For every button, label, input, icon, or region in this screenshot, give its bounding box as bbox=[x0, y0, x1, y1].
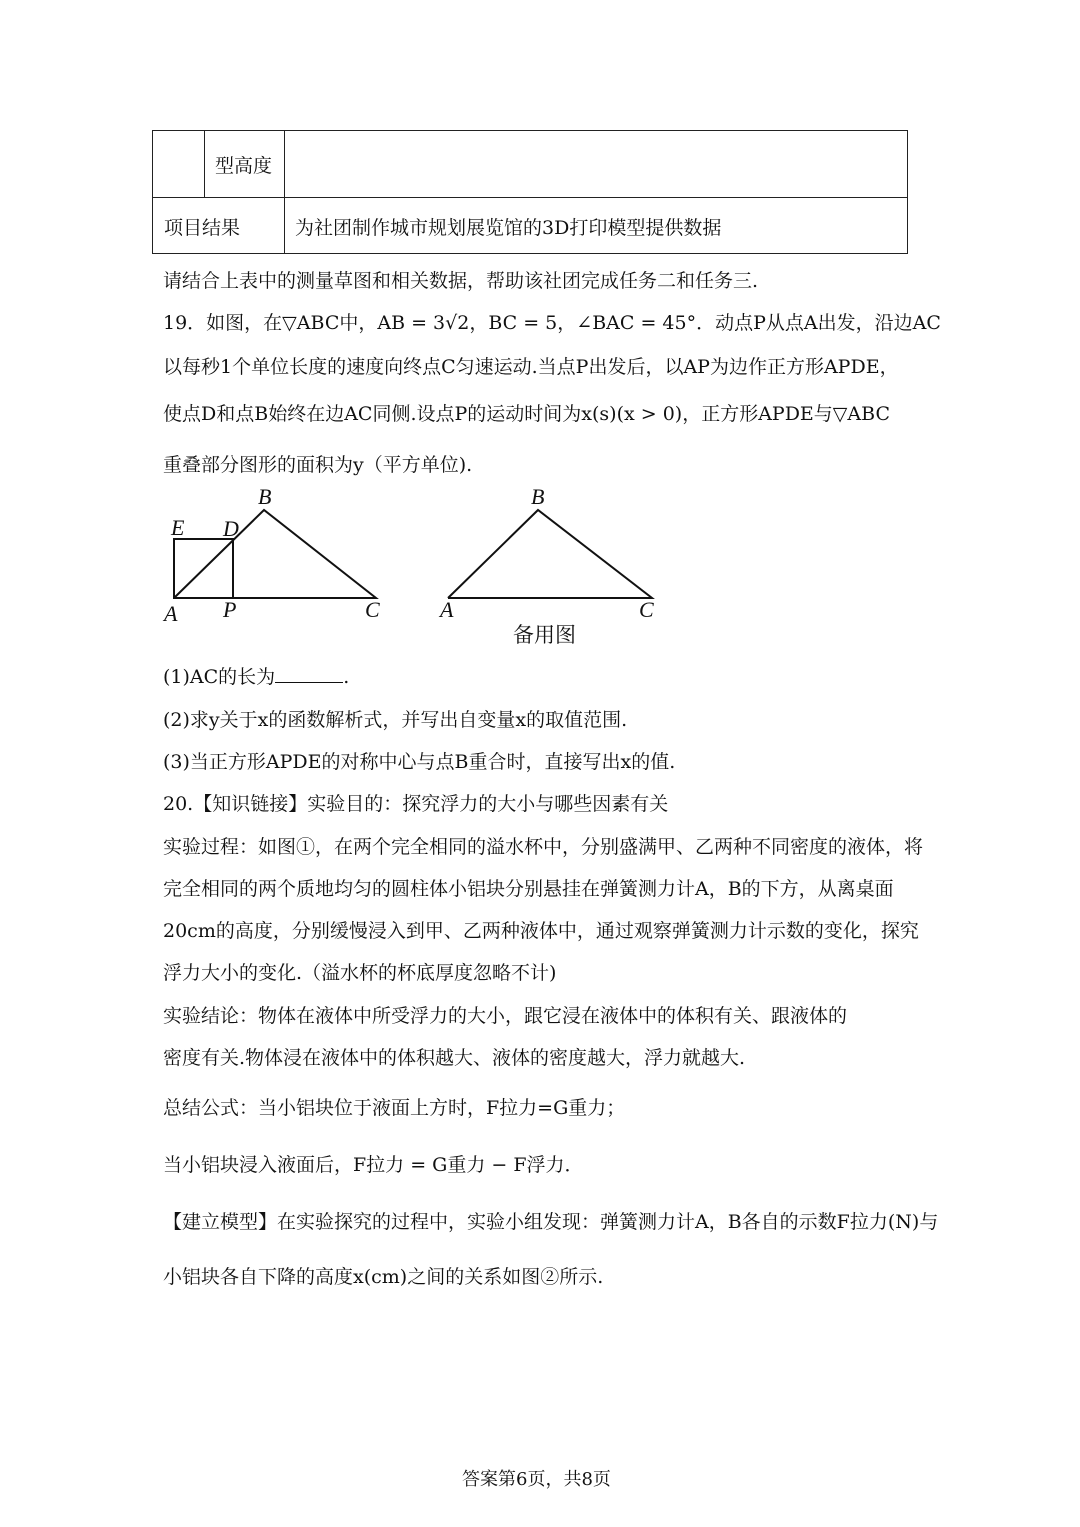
q20-line: 密度有关.物体浸在液体中的体积越大、液体的密度越大，浮力就越大. bbox=[163, 1047, 746, 1069]
triangle-figure-main bbox=[160, 482, 400, 627]
table-divider bbox=[204, 131, 205, 197]
label-c: C bbox=[639, 597, 654, 622]
figure-caption: 备用图 bbox=[513, 623, 576, 647]
answer-blank bbox=[275, 664, 343, 683]
q19-sub3: (3)当正方形APDE的对称中心与点B重合时，直接写出x的值. bbox=[163, 751, 676, 773]
q19-sub1-prefix: (1)AC的长为 bbox=[163, 666, 276, 688]
q20-line: 【建立模型】在实验探究的过程中，实验小组发现：弹簧测力计A，B各自的示数F拉力(N)与 bbox=[163, 1211, 939, 1233]
label-a: A bbox=[440, 597, 454, 622]
label-p: P bbox=[223, 597, 237, 622]
q19-line: 19．如图，在▽ABC中，AB = 3√2，BC = 5，∠BAC = 45°．动点P从点A出发，沿边AC bbox=[163, 312, 941, 334]
q20-line: 20cm的高度，分别缓慢浸入到甲、乙两种液体中，通过观察弹簧测力计示数的变化，探究 bbox=[163, 920, 919, 942]
intro-text: 请结合上表中的测量草图和相关数据，帮助该社团完成任务二和任务三. bbox=[163, 270, 759, 292]
q19-line: 使点D和点B始终在边AC同侧.设点P的运动时间为x(s)(x > 0)，正方形APDE与▽ABC bbox=[163, 403, 890, 425]
q20-line: 实验结论：物体在液体中所受浮力的大小，跟它浸在液体中的体积有关、跟液体的 bbox=[163, 1005, 848, 1027]
label-b: B bbox=[531, 484, 545, 509]
q20-line: 浮力大小的变化.（溢水杯的杯底厚度忽略不计) bbox=[163, 962, 557, 984]
q19-sub2: (2)求y关于x的函数解析式，并写出自变量x的取值范围. bbox=[163, 709, 628, 731]
q20-line: 小铝块各自下降的高度x(cm)之间的关系如图②所示. bbox=[163, 1266, 604, 1288]
page-footer: 答案第6页，共8页 bbox=[462, 1469, 611, 1490]
q20-formula: 总结公式：当小铝块位于液面上方时，F拉力=G重力； bbox=[163, 1097, 626, 1119]
q20-line: 实验过程：如图①，在两个完全相同的溢水杯中，分别盛满甲、乙两种不同密度的液体，将 bbox=[163, 836, 924, 858]
table-cell: 型高度 bbox=[215, 155, 273, 177]
triangle-abc-spare bbox=[448, 510, 652, 598]
table-divider bbox=[284, 131, 285, 253]
label-d: D bbox=[223, 516, 239, 541]
label-c: C bbox=[365, 597, 380, 622]
label-e: E bbox=[171, 515, 185, 540]
table-cell: 项目结果 bbox=[164, 217, 241, 239]
table-divider bbox=[153, 197, 907, 198]
q19-sub1-suffix: . bbox=[343, 666, 350, 688]
triangle-abc bbox=[174, 510, 376, 598]
project-table bbox=[152, 130, 908, 254]
triangle-figure-spare bbox=[436, 482, 666, 652]
q19-line: 以每秒1个单位长度的速度向终点C匀速运动.当点P出发后，以AP为边作正方形APDE， bbox=[163, 356, 899, 378]
label-a: A bbox=[164, 601, 178, 626]
q20-line: 20.【知识链接】实验目的：探究浮力的大小与哪些因素有关 bbox=[163, 793, 669, 815]
q19-line: 重叠部分图形的面积为y（平方单位). bbox=[163, 454, 473, 476]
q20-line: 完全相同的两个质地均匀的圆柱体小铝块分别悬挂在弹簧测力计A，B的下方，从离桌面 bbox=[163, 878, 894, 900]
q20-formula: 当小铝块浸入液面后，F拉力 = G重力 − F浮力． bbox=[163, 1154, 584, 1176]
table-cell: 为社团制作城市规划展览馆的3D打印模型提供数据 bbox=[295, 217, 722, 239]
q19-sub1 bbox=[163, 662, 349, 689]
label-b: B bbox=[258, 484, 272, 509]
